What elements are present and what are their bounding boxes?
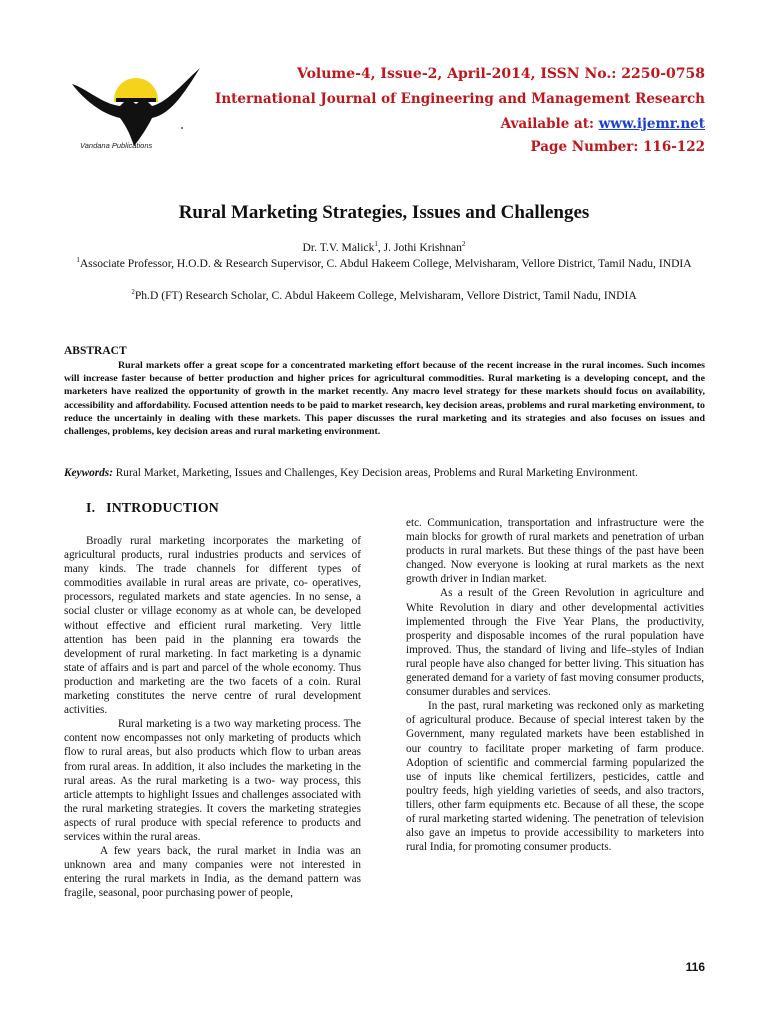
body-column-left bbox=[64, 534, 361, 900]
affiliation-2: $^2$Ph.D (FT) Research Scholar, C. Abdul Hakeem College, Melvisharam, Vellore District, Tamil Nadu, INDIA bbox=[131, 288, 637, 302]
availability-line bbox=[501, 116, 705, 132]
paragraph: In the past, rural marketing was reckoned only as marketing of agricultural produce. Because of special interest taken by the Government, many regulated markets have been established in our country to facilitate proper marketing of farm produce. Adoption of scientific and commercial farming popularized the use of inputs like chemical fertilizers, pesticides, cattle and poultry feeds, high yielding varieties of seeds, and also tractors, tillers, other farm equipments etc. Because of all these, the scope of rural marketing started widening. The penetration of television also gave an impetus to provide accessibility to marketers into rural India, for promoting consumer products. bbox=[406, 700, 704, 854]
publisher-logo bbox=[68, 62, 203, 152]
available-label: Available at: bbox=[500, 116, 599, 132]
body-column-right bbox=[406, 516, 704, 854]
paragraph: A few years back, the rural market in India was an unknown area and many companies were not interested in entering the rural markets in India, as the demand pattern was fragile, seasonal, poor purchasing power of people, bbox=[64, 845, 361, 900]
keywords-text: Rural Market, Marketing, Issues and Challenges, Key Decision areas, Problems and Rural Marketing Environment. bbox=[112, 467, 638, 479]
keywords-line bbox=[64, 467, 714, 479]
author-1: Dr. T.V. Malick bbox=[302, 241, 375, 254]
section-heading-introduction: I. INTRODUCTION bbox=[86, 500, 219, 515]
journal-name: International Journal of Engineering and Management Research bbox=[215, 91, 705, 107]
authors-line: Dr. T.V. Malick$^1$, J. Jothi Krishnan$^2$ bbox=[302, 240, 466, 254]
page-number: 116 bbox=[685, 960, 705, 974]
paragraph: Broadly rural marketing incorporates the marketing of agricultural products, rural industries products and services of many kinds. The trade channels for different types of commodities available in rural areas are private, co- operatives, processors, regulated markets and state agencies. In no sense, a social cluster or village economy as at whole can, be developed without effective and efficient rural marketing. Very little attention has been paid in the planning era towards the development of rural marketing. In fact marketing is a dynamic state of affairs and is part and parcel of the whole economy. Thus production and marketing are the two facets of a coin. Rural marketing constitutes the nerve centre of rural development activities. bbox=[64, 535, 361, 717]
logo-caption: Vandana Publications bbox=[80, 141, 153, 150]
paragraph: Rural marketing is a two way marketing process. The content now encompasses not only marketing of products which flow to rural areas, but also products which flow to urban areas from rural areas. In addition, it also includes the marketing in the rural areas. As the rural marketing is a two- way process, this article attempts to highlight Issues and challenges associated with the rural marketing strategies. It covers the marketing strategies aspects of rural produce with special reference to products and services within the rural areas. bbox=[64, 718, 361, 843]
abstract-text: Rural markets offer a great scope for a concentrated marketing effort because of the recent increase in the rural incomes. Such incomes will increase faster because of better production and higher prices for agricultural commodities. Rural marketing is a developing concept, and the marketers have realized the opportunity of growth in the market recently. Any macro level strategy for these markets should focus on availability, accessibility and affordability. Focused attention needs to be paid to market research, key decision areas, problems and rural marketing environment, to reduce the uncertainly in dealing with these markets. This paper discusses the rural marketing and its strategies and also focuses on issues and challenges, problems, key decision areas and rural marketing environment. bbox=[64, 360, 705, 438]
author-2: J. Jothi Krishnan bbox=[383, 241, 462, 254]
abstract-heading: ABSTRACT bbox=[64, 345, 127, 357]
affiliation-1: $^1$Associate Professor, H.O.D. & Research Supervisor, C. Abdul Hakeem College, Melvisharam, Vellore District, Tamil Nadu, INDIA bbox=[76, 256, 692, 270]
paper-title: Rural Marketing Strategies, Issues and Challenges bbox=[178, 202, 590, 223]
paragraph: As a result of the Green Revolution in agriculture and White Revolution in diary and other developmental activities implemented through the Five Year Plans, the productivity, prosperity and disposable incomes of the rural population have improved. Thus, the standard of living and life–styles of Indian rural people have also changed for better living. This situation has generated demand for a variety of fast moving consumer products, consumer durables and services. bbox=[406, 587, 704, 699]
journal-website-link[interactable]: www.ijemr.net bbox=[598, 116, 705, 132]
volume-line: Volume-4, Issue-2, April-2014, ISSN No.: 2250-0758 bbox=[297, 66, 705, 82]
paragraph: etc. Communication, transportation and infrastructure were the main blocks for growth of rural markets and penetration of urban products in rural markets. But these things of the past have been changed. Now everyone is looking at rural markets as the next growth driver in Indian market. bbox=[406, 517, 704, 586]
page-number-line: Page Number: 116-122 bbox=[530, 139, 705, 155]
keywords-label: Keywords: bbox=[64, 467, 113, 479]
